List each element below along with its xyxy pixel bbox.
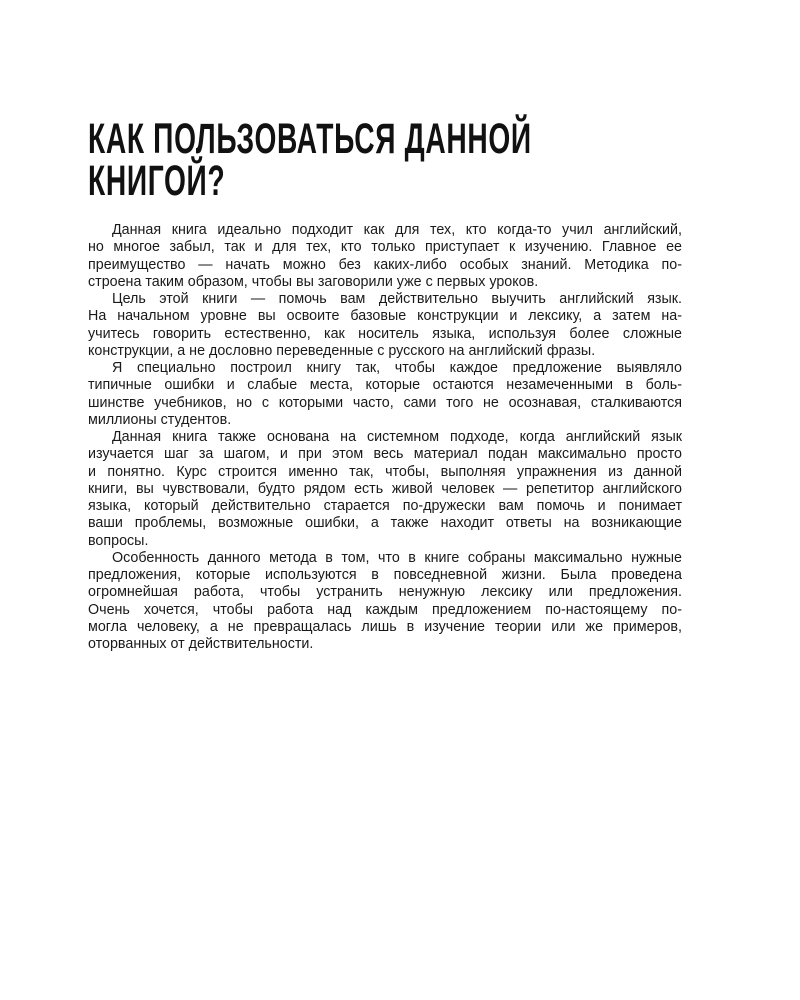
paragraph-line: изучается шаг за шагом, и при этом весь материал подан максимально просто [88, 446, 682, 463]
paragraph-line: На начальном уровне вы освоите базовые конструкции и лексику, а затем на- [88, 308, 682, 325]
page-title-line: КНИГОЙ? [88, 157, 226, 205]
paragraph-line: типичные ошибки и слабые места, которые остаются незамеченными в боль- [88, 377, 682, 394]
paragraph-line: вопросы. [88, 532, 149, 549]
paragraph-line: Особенность данного метода в том, что в книге собраны максимально нужные [112, 549, 682, 566]
paragraph-line: но многое забыл, так и для тех, кто только приступает к изучению. Главное ее [88, 239, 682, 256]
paragraph-line: учитесь говорить естественно, как носитель языка, используя более сложные [88, 325, 682, 342]
paragraph-line: Очень хочется, чтобы работа над каждым предложением по-настоящему по- [88, 601, 682, 618]
paragraph [88, 550, 682, 654]
paragraph-line: миллионы студентов. [88, 411, 232, 428]
body-text [88, 222, 682, 653]
paragraph [88, 360, 682, 429]
paragraph [88, 222, 682, 291]
paragraph-line: и понятно. Курс строится именно так, чтобы, выполняя упражнения из данной [88, 463, 682, 480]
paragraph-line: оторванных от действительности. [88, 636, 314, 652]
paragraph-line: Данная книга идеально подходит как для тех, кто когда-то учил английский, [112, 222, 682, 238]
paragraph-line: предложения, которые используются в повседневной жизни. Была проведена [88, 567, 682, 583]
paragraph-line: языка, который действительно старается по-дружески вам помочь и понимает [88, 498, 682, 514]
paragraph-line: Цель этой книги — помочь вам действительно выучить английский язык. [112, 291, 682, 307]
paragraph-line: огромнейшая работа, чтобы устранить ненужную лексику или предложения. [88, 584, 682, 601]
paragraph [88, 429, 682, 550]
paragraph-line: могла человеку, а не превращалась лишь в изучение теории или же примеров, [88, 618, 682, 635]
paragraph-line: Данная книга также основана на системном подходе, когда английский язык [112, 429, 682, 445]
paragraph-line: строена таким образом, чтобы вы заговорили уже с первых уроков. [88, 273, 539, 290]
paragraph-line: конструкции, а не дословно переведенные с русского на английский фразы. [88, 342, 596, 359]
page-title [88, 115, 766, 205]
paragraph-line: шинстве учебников, но с которыми часто, сами того не осознавая, сталкиваются [88, 394, 682, 411]
paragraph-line: ваши проблемы, возможные ошибки, а также находит ответы на возникающие [88, 515, 682, 532]
paragraph [88, 291, 682, 360]
page-title-line: КАК ПОЛЬЗОВАТЬСЯ ДАННОЙ [88, 115, 532, 163]
paragraph-line: Я специально построил книгу так, чтобы каждое предложение выявляло [112, 360, 682, 376]
paragraph-line: преимущество — начать можно без каких-либо особых знаний. Методика по- [88, 256, 682, 273]
paragraph-line: книги, вы чувствовали, будто рядом есть живой человек — репетитор английского [88, 480, 682, 497]
